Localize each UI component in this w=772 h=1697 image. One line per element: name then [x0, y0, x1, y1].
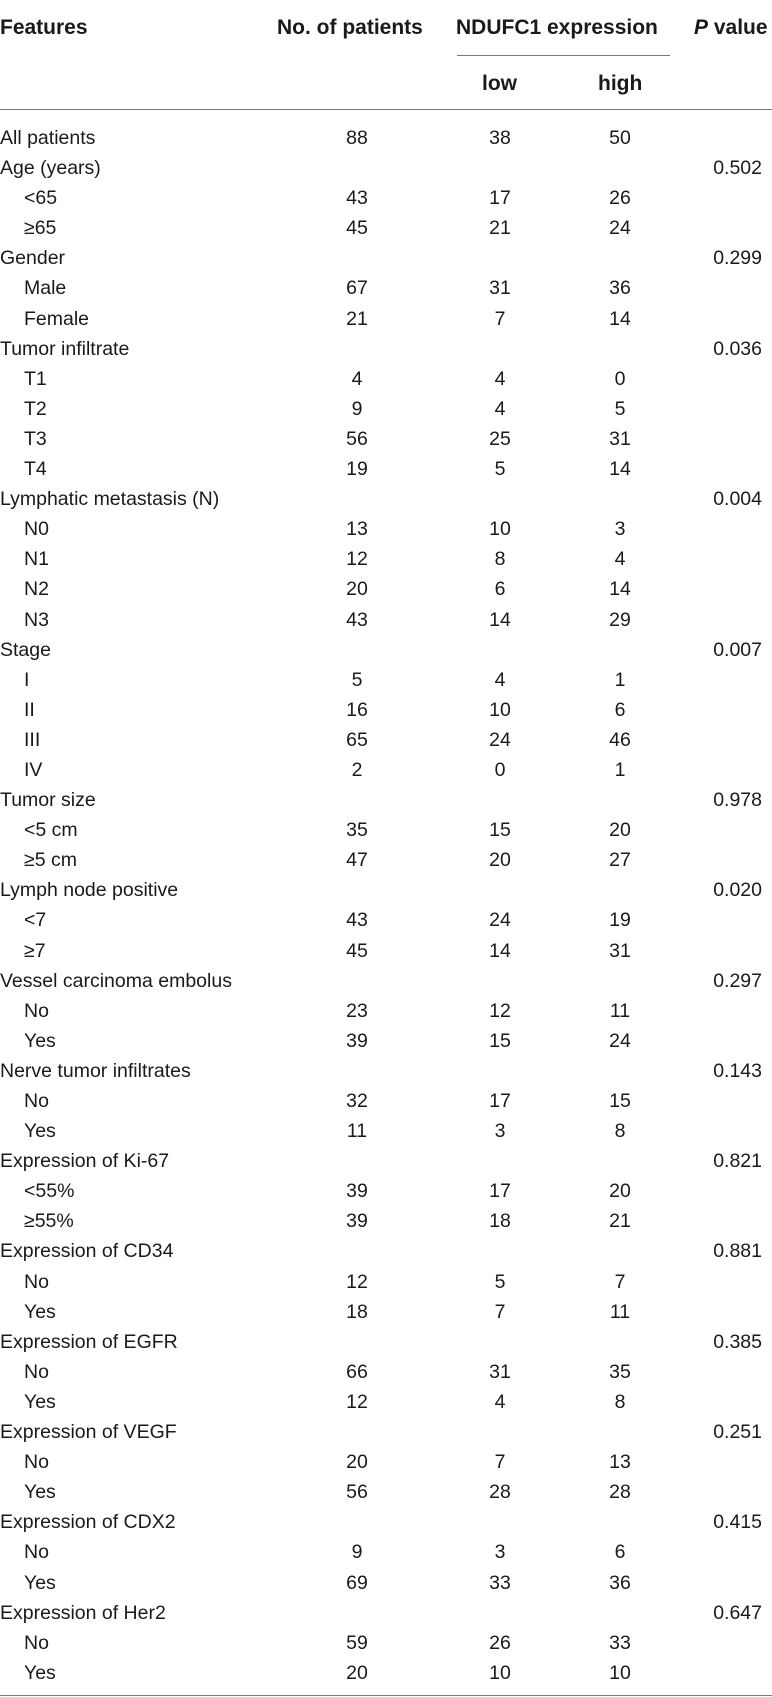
row-low-cell: 38: [489, 127, 511, 149]
row-low-cell: 17: [489, 1090, 511, 1112]
row-low-cell: 3: [494, 1541, 506, 1564]
row-patients-cell: 39: [346, 1180, 368, 1203]
header-high: high: [598, 72, 643, 95]
row-low-cell: 31: [489, 1360, 511, 1383]
row-p-value-cell: 0.821: [713, 1150, 762, 1173]
row-high-cell: 46: [609, 728, 631, 751]
row-high-cell: 13: [609, 1451, 631, 1474]
row-high-cell: 8: [614, 1120, 626, 1143]
row-feature-cell: No: [24, 1631, 49, 1654]
row-high-cell: 1: [614, 758, 626, 781]
row-patients-cell: 16: [346, 698, 368, 721]
table-row: [0, 424, 772, 454]
row-p-value-cell: 0.143: [713, 1059, 762, 1082]
row-patients-cell: 88: [346, 127, 368, 149]
row-high-cell: 28: [609, 1481, 631, 1504]
table-row: [0, 1387, 772, 1417]
row-feature-cell: No: [24, 999, 49, 1022]
row-feature-cell: ≥7: [24, 939, 46, 962]
table-row: [0, 1537, 772, 1567]
row-low-cell: 4: [494, 367, 506, 390]
row-feature-cell: Yes: [24, 1481, 56, 1504]
row-low-cell: 7: [494, 1451, 506, 1474]
row-feature-cell: No: [24, 1090, 49, 1112]
row-high-cell: 0: [614, 367, 626, 390]
table-row: [0, 334, 772, 364]
header-rule: [0, 109, 772, 110]
row-feature-cell: All patients: [0, 127, 96, 149]
row-high-cell: 5: [614, 397, 626, 420]
row-low-cell: 8: [494, 548, 506, 571]
header-p-letter: P: [694, 16, 709, 39]
table-row: [0, 243, 772, 273]
row-low-cell: 33: [489, 1571, 511, 1594]
row-feature-cell: Age (years): [0, 157, 101, 180]
table-row: [0, 1206, 772, 1236]
table-row: [0, 665, 772, 695]
row-feature-cell: Lymph node positive: [0, 879, 179, 902]
row-patients-cell: 65: [346, 728, 368, 751]
table-row: [0, 394, 772, 424]
row-feature-cell: Stage: [0, 638, 51, 661]
row-high-cell: 35: [609, 1360, 631, 1383]
row-patients-cell: 20: [346, 1451, 368, 1474]
row-patients-cell: 69: [346, 1571, 368, 1594]
row-high-cell: 14: [609, 307, 631, 330]
row-low-cell: 6: [494, 578, 506, 601]
row-patients-cell: 12: [346, 1390, 368, 1413]
row-high-cell: 14: [609, 458, 631, 481]
row-feature-cell: N2: [24, 578, 49, 601]
row-p-value-cell: 0.020: [713, 879, 762, 902]
table-row: [0, 1146, 772, 1176]
table-row: [0, 1447, 772, 1477]
table-row: [0, 574, 772, 604]
row-high-cell: 8: [614, 1390, 626, 1413]
row-high-cell: 7: [614, 1270, 626, 1293]
row-low-cell: 25: [489, 427, 511, 450]
row-low-cell: 26: [489, 1631, 511, 1654]
row-feature-cell: T3: [24, 427, 47, 450]
table-row: [0, 1568, 772, 1598]
table-row: [0, 454, 772, 484]
header-p-suffix: value: [708, 16, 768, 39]
row-high-cell: 36: [609, 277, 631, 300]
row-p-value-cell: 0.415: [713, 1511, 762, 1534]
row-low-cell: 24: [489, 909, 511, 932]
row-high-cell: 20: [609, 819, 631, 842]
row-low-cell: 21: [489, 217, 511, 240]
table-row: [0, 1116, 772, 1146]
row-p-value-cell: 0.251: [713, 1421, 762, 1444]
row-p-value-cell: 0.004: [713, 488, 762, 511]
table-row: [0, 1628, 772, 1658]
row-high-cell: 15: [609, 1090, 631, 1112]
row-feature-cell: T2: [24, 397, 47, 420]
row-low-cell: 3: [494, 1120, 506, 1143]
row-p-value-cell: 0.299: [713, 247, 762, 270]
row-patients-cell: 21: [346, 307, 368, 330]
row-feature-cell: Expression of Ki-67: [0, 1150, 170, 1173]
row-high-cell: 26: [609, 187, 631, 210]
row-patients-cell: 35: [346, 819, 368, 842]
row-low-cell: 14: [489, 608, 511, 631]
row-p-value-cell: 0.647: [713, 1601, 762, 1624]
row-patients-cell: 9: [351, 397, 363, 420]
row-p-value-cell: 0.881: [713, 1240, 762, 1263]
row-high-cell: 14: [609, 578, 631, 601]
row-high-cell: 11: [609, 1300, 631, 1323]
row-high-cell: 6: [614, 1541, 626, 1564]
row-high-cell: 31: [609, 939, 631, 962]
table-row: [0, 1236, 772, 1266]
row-p-value-cell: 0.297: [713, 969, 762, 992]
row-p-value-cell: 0.978: [713, 789, 762, 812]
row-feature-cell: Female: [24, 307, 90, 330]
row-patients-cell: 23: [346, 999, 368, 1022]
table-row: [0, 905, 772, 935]
row-patients-cell: 59: [346, 1631, 368, 1654]
row-low-cell: 10: [489, 518, 511, 541]
row-high-cell: 50: [609, 127, 631, 149]
row-feature-cell: Male: [24, 277, 67, 300]
row-patients-cell: 43: [346, 608, 368, 631]
row-patients-cell: 39: [346, 1210, 368, 1233]
row-high-cell: 1: [614, 668, 626, 691]
table-row: [0, 1327, 772, 1357]
row-high-cell: 33: [609, 1631, 631, 1654]
row-low-cell: 24: [489, 728, 511, 751]
row-patients-cell: 19: [346, 458, 368, 481]
table-row: [0, 785, 772, 815]
table-row: [0, 1477, 772, 1507]
table-row: [0, 1658, 772, 1688]
row-patients-cell: 11: [346, 1120, 368, 1143]
row-p-value-cell: 0.036: [713, 337, 762, 360]
row-feature-cell: N3: [24, 608, 49, 631]
row-high-cell: 19: [609, 909, 631, 932]
table-row: [0, 875, 772, 905]
row-patients-cell: 43: [346, 187, 368, 210]
row-low-cell: 10: [489, 1661, 511, 1684]
table-row: [0, 183, 772, 213]
row-p-value-cell: 0.385: [713, 1330, 762, 1353]
row-low-cell: 18: [489, 1210, 511, 1233]
table-row: [0, 1297, 772, 1327]
table-row: [0, 815, 772, 845]
row-feature-cell: Yes: [24, 1571, 56, 1594]
table-row: [0, 1086, 772, 1116]
row-feature-cell: <55%: [24, 1180, 75, 1203]
row-patients-cell: 5: [351, 668, 363, 691]
row-patients-cell: 9: [351, 1541, 363, 1564]
row-patients-cell: 18: [346, 1300, 368, 1323]
header-patients: No. of patients: [277, 16, 423, 39]
row-low-cell: 0: [494, 758, 506, 781]
table-row: [0, 304, 772, 334]
row-patients-cell: 45: [346, 217, 368, 240]
header-ndufc1-expression: NDUFC1 expression: [456, 16, 658, 39]
row-high-cell: 21: [609, 1210, 631, 1233]
header-low: low: [482, 72, 517, 95]
table-row: [0, 364, 772, 394]
header-p-value: [694, 16, 768, 40]
table-row: [0, 1357, 772, 1387]
row-patients-cell: 66: [346, 1360, 368, 1383]
table-row: [0, 695, 772, 725]
row-high-cell: 20: [609, 1180, 631, 1203]
row-high-cell: 29: [609, 608, 631, 631]
table-row: [0, 1056, 772, 1086]
row-feature-cell: I: [24, 668, 30, 691]
row-patients-cell: 67: [346, 277, 368, 300]
row-low-cell: 15: [489, 819, 511, 842]
row-low-cell: 12: [489, 999, 511, 1022]
row-low-cell: 5: [494, 458, 506, 481]
table-row: [0, 484, 772, 514]
row-feature-cell: II: [24, 698, 35, 721]
row-patients-cell: 47: [346, 849, 368, 872]
table-row: [0, 996, 772, 1026]
row-high-cell: 3: [614, 518, 626, 541]
row-low-cell: 4: [494, 1390, 506, 1413]
table-row: [0, 213, 772, 243]
row-low-cell: 31: [489, 277, 511, 300]
row-low-cell: 7: [494, 307, 506, 330]
row-low-cell: 17: [489, 1180, 511, 1203]
table-row: [0, 1267, 772, 1297]
table-row: [0, 153, 772, 183]
row-low-cell: 5: [494, 1270, 506, 1293]
row-high-cell: 31: [609, 427, 631, 450]
row-feature-cell: N0: [24, 518, 49, 541]
row-feature-cell: Expression of EGFR: [0, 1330, 178, 1353]
row-low-cell: 7: [494, 1300, 506, 1323]
table-header: [0, 0, 772, 110]
row-feature-cell: Yes: [24, 1300, 56, 1323]
row-feature-cell: Expression of Her2: [0, 1601, 166, 1624]
row-feature-cell: <7: [24, 909, 47, 932]
row-feature-cell: Expression of CDX2: [0, 1511, 176, 1534]
row-low-cell: 28: [489, 1481, 511, 1504]
table-row: [0, 936, 772, 966]
row-feature-cell: Yes: [24, 1661, 56, 1684]
row-feature-cell: IV: [24, 758, 43, 781]
bottom-rule: [0, 1695, 772, 1696]
table-row: [0, 544, 772, 574]
table-row: [0, 1176, 772, 1206]
row-low-cell: 10: [489, 698, 511, 721]
row-feature-cell: Gender: [0, 247, 66, 270]
row-feature-cell: Tumor infiltrate: [0, 337, 130, 360]
table-row: [0, 966, 772, 996]
row-high-cell: 36: [609, 1571, 631, 1594]
row-feature-cell: Lymphatic metastasis (N): [0, 488, 220, 511]
row-low-cell: 15: [489, 1029, 511, 1052]
row-patients-cell: 20: [346, 578, 368, 601]
row-low-cell: 17: [489, 187, 511, 210]
row-patients-cell: 56: [346, 1481, 368, 1504]
row-patients-cell: 13: [346, 518, 368, 541]
subheader-rule: [457, 55, 670, 56]
table-row: [0, 1417, 772, 1447]
row-patients-cell: 39: [346, 1029, 368, 1052]
row-feature-cell: Yes: [24, 1390, 56, 1413]
row-high-cell: 24: [609, 217, 631, 240]
row-low-cell: 4: [494, 397, 506, 420]
row-feature-cell: T1: [24, 367, 47, 390]
row-feature-cell: ≥5 cm: [24, 849, 77, 872]
table-row: [0, 1026, 772, 1056]
row-low-cell: 20: [489, 849, 511, 872]
table-row: [0, 1598, 772, 1628]
row-feature-cell: ≥65: [24, 217, 57, 240]
row-feature-cell: <5 cm: [24, 819, 78, 842]
table-row: [0, 1507, 772, 1537]
row-feature-cell: No: [24, 1541, 49, 1564]
row-patients-cell: 56: [346, 427, 368, 450]
header-features: Features: [0, 16, 88, 39]
table-row: [0, 605, 772, 635]
row-patients-cell: 12: [346, 548, 368, 571]
row-patients-cell: 12: [346, 1270, 368, 1293]
row-patients-cell: 45: [346, 939, 368, 962]
row-feature-cell: Yes: [24, 1029, 56, 1052]
row-feature-cell: Nerve tumor infiltrates: [0, 1059, 191, 1082]
row-feature-cell: Yes: [24, 1120, 56, 1143]
row-p-value-cell: 0.007: [713, 638, 762, 661]
table-row: [0, 123, 772, 153]
row-feature-cell: N1: [24, 548, 49, 571]
row-feature-cell: III: [24, 728, 41, 751]
row-high-cell: 27: [609, 849, 631, 872]
row-patients-cell: 43: [346, 909, 368, 932]
row-high-cell: 10: [609, 1661, 631, 1684]
row-feature-cell: Vessel carcinoma embolus: [0, 969, 232, 992]
row-feature-cell: Expression of VEGF: [0, 1421, 177, 1444]
row-feature-cell: ≥55%: [24, 1210, 74, 1233]
table-row: [0, 273, 772, 303]
row-high-cell: 11: [609, 999, 631, 1022]
row-feature-cell: T4: [24, 458, 47, 481]
row-patients-cell: 20: [346, 1661, 368, 1684]
row-high-cell: 6: [614, 698, 626, 721]
table-row: [0, 514, 772, 544]
row-high-cell: 4: [614, 548, 626, 571]
row-feature-cell: Tumor size: [0, 789, 96, 812]
table-body: [0, 123, 772, 1688]
row-feature-cell: No: [24, 1360, 49, 1383]
row-patients-cell: 2: [351, 758, 363, 781]
row-feature-cell: <65: [24, 187, 58, 210]
table-row: [0, 725, 772, 755]
row-p-value-cell: 0.502: [713, 157, 762, 180]
row-patients-cell: 32: [346, 1090, 368, 1112]
row-high-cell: 24: [609, 1029, 631, 1052]
row-feature-cell: Expression of CD34: [0, 1240, 174, 1263]
row-feature-cell: No: [24, 1451, 49, 1474]
table-row: [0, 755, 772, 785]
table-row: [0, 845, 772, 875]
row-low-cell: 14: [489, 939, 511, 962]
row-low-cell: 4: [494, 668, 506, 691]
table-row: [0, 635, 772, 665]
row-feature-cell: No: [24, 1270, 49, 1293]
row-patients-cell: 4: [351, 367, 363, 390]
